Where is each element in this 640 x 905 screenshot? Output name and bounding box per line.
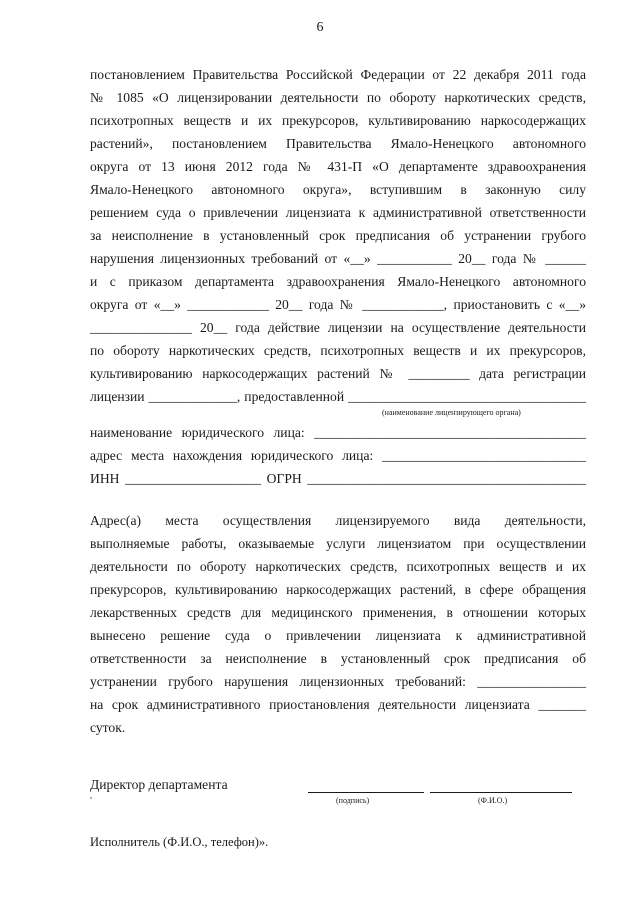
paragraph1-line-13: по обороту наркотических средств, психотропных веществ и их прекурсоров, xyxy=(90,343,586,358)
name-line xyxy=(430,792,572,793)
paragraph1-line-15: лицензии _____________, предоставленной ___________________________________ xyxy=(90,389,586,404)
executor-note: Исполнитель (Ф.И.О., телефон)». xyxy=(90,835,269,849)
name-caption: (Ф.И.О.) xyxy=(478,796,508,805)
paragraph2-line-6: вынесено решение суда о привлечении лицензиата к административной xyxy=(90,628,586,643)
paragraph1-line-1: постановлением Правительства Российской Федерации от 22 декабря 2011 года xyxy=(90,67,586,82)
paragraph2-line-2: выполняемые работы, оказываемые услуги лицензиатом при осуществлении xyxy=(90,536,586,551)
paragraph1-line-6: Ямало-Ненецкого автономного округа», вступившим в законную силу xyxy=(90,182,586,197)
field-legal-entity-address: адрес места нахождения юридического лица: ______________________________ xyxy=(90,448,586,463)
paragraph2-line-3: деятельности по обороту наркотических средств, психотропных веществ и их xyxy=(90,559,586,574)
paragraph1-line-11: округа от «__» ____________ 20__ года № ____________, приостановить с «__» xyxy=(90,297,586,312)
paragraph2-line-10: суток. xyxy=(90,720,126,735)
paragraph1-line-7: решением суда о привлечении лицензиата к административной ответственности xyxy=(90,205,586,220)
signature-title: Директор департамента xyxy=(90,777,228,792)
paragraph2-line-5: лекарственных средств для медицинского применения, в отношении которых xyxy=(90,605,586,620)
paragraph2-line-9: на срок административного приостановления деятельности лицензиата _______ xyxy=(90,697,586,712)
paragraph1-line-4: растений», постановлением Правительства Ямало-Ненецкого автономного xyxy=(90,136,586,151)
paragraph1-line-8: за неисполнение в установленный срок предписания об устранении грубого xyxy=(90,228,586,243)
paragraph2-line-1: Адрес(а) места осуществления лицензируемого вида деятельности, xyxy=(90,513,586,528)
scan-speck xyxy=(90,797,92,799)
field-inn-ogrn: ИНН ____________________ ОГРН _________________________________________ xyxy=(90,471,586,486)
paragraph1-line-10: и с приказом департамента здравоохранения Ямало-Ненецкого автономного xyxy=(90,274,586,289)
paragraph1-line-9: нарушения лицензионных требований от «__» ___________ 20__ года № ______ xyxy=(90,251,586,266)
paragraph1-line-5: округа от 13 июня 2012 года № 431-П «О департаменте здравоохранения xyxy=(90,159,586,174)
paragraph1-line-14: культивированию наркосодержащих растений № _________ дата регистрации xyxy=(90,366,586,381)
page-number: 6 xyxy=(316,20,324,35)
paragraph1-line-12: _______________ 20__ года действие лицензии на осуществление деятельности xyxy=(90,320,586,335)
signature-caption: (подпись) xyxy=(336,796,370,805)
field-legal-entity-name: наименование юридического лица: ________________________________________ xyxy=(90,425,586,440)
signature-line xyxy=(308,792,424,793)
paragraph2-line-4: прекурсоров, культивированию наркосодержащих растений, в сфере обращения xyxy=(90,582,586,597)
paragraph1-line-3: психотропных веществ и их прекурсоров, культивированию наркосодержащих xyxy=(90,113,586,128)
paragraph2-line-8: устранении грубого нарушения лицензионных требований: ________________ xyxy=(90,674,586,689)
paragraph2-line-7: ответственности за неисполнение в установленный срок предписания об xyxy=(90,651,586,666)
licensing-body-caption: (наименование лицензирующего органа) xyxy=(382,408,521,417)
paragraph1-line-2: № 1085 «О лицензировании деятельности по обороту наркотических средств, xyxy=(90,90,586,105)
